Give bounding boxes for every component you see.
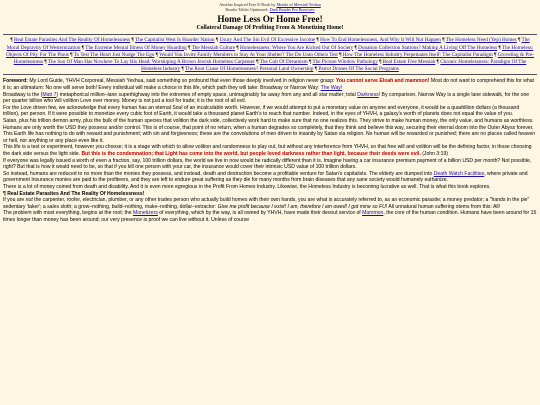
toc-link[interactable]: Would You Invite Family Members to Stay At Your Shelter? The Do Unto Others Test (159, 51, 338, 58)
pilcrow-icon: ¶ (155, 51, 160, 58)
pilcrow-icon: ¶ (256, 59, 260, 66)
toc-link[interactable]: Groveling & Pre- Homelessness (13, 51, 534, 66)
pilcrow-icon: ¶ (498, 44, 502, 51)
page-subtitle: Collateral Damage Of Profiting From & Monetizing Home! (196, 25, 344, 32)
main-text (3, 78, 537, 223)
reader-link[interactable]: Dark Reader Pro Browsers (269, 7, 315, 13)
page-title: Home Less Or Home Free! (217, 14, 323, 25)
condemnation-quote: But this is the condemnation; that Light has come into the world, but people loved darkness rather than light, because their deeds were evil. (81, 150, 421, 157)
pilcrow-icon: ¶ (70, 51, 74, 58)
matt-link[interactable]: Matt 7 (42, 91, 57, 98)
toc-link[interactable]: How To End Homelessness, And Why It Will Not Happen (320, 37, 441, 44)
toc-link[interactable]: The Root Cause Of Homelessness? Personal Land Ownership (185, 66, 314, 73)
pilcrow-icon: ¶ (44, 59, 48, 66)
death-watch-paragraph: So instead, humans are reduced to no more than the monies they possess, and instead, death and destruction become a profitable venture for Satan's capitalists. The elderly are dumped into Death Watch Facilities, where private and government Insurance monies are paid to the profiteers, and they are left to endure great suffering as they die for many months from brain diseases that any sane society would humanely euthanize. (3, 170, 528, 184)
pilcrow-icon: ¶ (10, 37, 15, 44)
toc-link[interactable]: Parrot Drones Of The Social Programs (318, 66, 399, 73)
toc-link[interactable]: The Homeless: Objects Of Pity For The Pious (5, 44, 534, 58)
author-link[interactable]: Monks of Messiah Yeshua (276, 2, 321, 7)
toc-link[interactable]: The Picture Window Pathology (312, 59, 378, 66)
toc-link[interactable]: The Son Of Man Has Nowhere To Lay His Head: Worshiping A Brown Jewish Homeless Carpenter (47, 59, 255, 66)
book-header (3, 2, 537, 12)
satan-paragraph: Satan, plus his trillion demon army, plus the bulk of the human species that volition the dark side, collectively work hard to make sure that no one realizes this. They strive to make human money, the only value, and humans as worthless. Humans are only worth the USD they possess and/or control. This is of course, that point of no return, when a human degrades so completely, that they think and believe this way, securing their eternal doom into the Outer Abyss forever. (3, 117, 534, 131)
test-paragraph: This life is a test or experiment, however you choose; it is a stage with which to allow volition and randomness to play out, but without any interference from YHVH, so that free will and volition will be the defining factor, in those choosing the dark side versus the light side. But this is the condemnation; that Light has come into the world, but people loved darkness rather than light, because their deeds were evil. (John 3:19) (3, 144, 532, 157)
toc-link[interactable]: Chronic Homelessness: Paradigm Of The Homeless Industry (141, 59, 527, 73)
pilcrow-icon: ¶ (354, 44, 359, 51)
pilcrow-icon: ¶ (81, 44, 86, 51)
toc-link[interactable]: The Capitalist West Is Hoarder Nation (135, 37, 215, 44)
toc-link[interactable]: The Extreme Mental Illness Of Money Hoarding (85, 44, 187, 51)
pilcrow-icon: ¶ (131, 37, 136, 44)
darkness-link[interactable]: Darkness (357, 91, 379, 98)
toc-link[interactable]: Donation Collection Stations? Making A Living Off The Homeless (358, 44, 498, 51)
pilcrow-icon: ¶ (215, 37, 220, 44)
the-way-link[interactable]: The Way! (320, 85, 343, 92)
broadway-paragraph: Broadway is the (Matt 7) metaphorical million–lane superhighway into the extremes of empty space, unimaginably far away from any and all star matter; total Darkness! By comparison, Narrow Way is a single lane sidewalk, for the one per quarter billion who will volition Love over money. Money is not just a tool for trade; it is the root of all evil. (3, 91, 530, 105)
toc-link[interactable]: Homelessness: Where You Are Kicked Out Of Society (240, 44, 354, 51)
toc-link[interactable]: The Messiah Culture (191, 44, 236, 51)
parasite-paragraph: If you are not the carpenter, roofer, electrician, plumber, or any other trades person who actually build homes with their own hands, you are what is accurately referred to, as an economic parasite; a money predator; a "hands in the pie" sedentary 'taker'; a sales sloth; a grow–nothing, build–nothing, make–nothing, dollar–extractor: Give me profit because I exist! I am, therefore I am owed! I got mine so FU! All unnatural human suffering stems from this: All! (3, 197, 530, 210)
pilcrow-icon: ¶ (181, 66, 186, 73)
section-heading: ¶ Real Estate Parasites And The Reality Of Homelessness! (3, 190, 145, 197)
pilcrow-icon: ¶ (308, 59, 313, 66)
pilcrow-icon: ¶ (188, 44, 192, 51)
pilcrow-icon: ¶ (316, 37, 321, 44)
toc-link[interactable]: Real Estate Parasites And The Reality Of Homelessness (14, 37, 131, 44)
toc-link[interactable]: Real Estate Free Messiah (382, 59, 436, 66)
toc-link[interactable]: The Homeless Need (Yep) Homes (445, 37, 517, 44)
divider (3, 34, 537, 35)
header-line-2: Reader Tablet Optimized: Dark Reader Pro Browsers (225, 7, 315, 13)
insurance-paragraph: If everyone was legally issued a worth of even a fraction, say, 100 trillion dollars, the world we live in now would be radically different than it is. Imagine having a car insurance premium payment of a billion USD per month? Not possible, right? But that is how it would need to be, so that if you kill one person with your car, the insurance would cover their intrinsic USD value of 100 trillion dollars. (3, 157, 532, 171)
pilcrow-icon: ¶ (494, 51, 498, 58)
monetizers-paragraph: The problem with most everything, begins at the root; the Monetizers of everything, which by the way, is all owned by YHVH, have made their devout service of Mammon, the core of the human condition. Humans have been around for 15 times longer than money has been around; our very presence is proof we can live without it. Unless of course (3, 210, 537, 223)
toc-link[interactable]: The Moral Depravity Of Westernization (6, 37, 530, 51)
profit-paragraph: There is a lot of money coined from death and disability. And it is even more egregious in the Profit From Homes Industry. Likewise, the Homeless Industry is becoming lucrative as well. That is what this book explores. (3, 183, 491, 190)
pilcrow-icon: ¶ (517, 37, 522, 44)
toc-link[interactable]: To Test The Heart Just Nudge The Ego (73, 51, 155, 58)
divider (3, 74, 537, 75)
earth-life-paragraph: This Earth life has nothing to do with reward and punishment; with sin and forgiveness; these are the convolutions of men driven to insanity by Satan via religion. No human will be rewarded or punished; there are no places called heaven or hell, nor anything or any place even like it. (3, 131, 536, 144)
profit-quote: Give me profit because I exist! I am, therefore I am owed! I got mine so FU! (217, 203, 388, 210)
pilcrow-icon: ¶ (379, 59, 383, 66)
mammon-quote: You cannot serve Eloah and mammon! (335, 78, 430, 85)
header-line-1: Another Inspired Free E-Book by Monks of Messiah Yeshua (219, 2, 321, 7)
pilcrow-icon: ¶ (314, 66, 319, 73)
monetizers-link[interactable]: Monetizers (132, 210, 158, 217)
pilcrow-icon: ¶ (442, 37, 446, 44)
death-watch-link[interactable]: Death Watch Facilities (433, 170, 485, 177)
toc-link[interactable]: Usury And The Sin Evil Of Excessive Income (219, 37, 316, 44)
pilcrow-icon: ¶ (236, 44, 241, 51)
pilcrow-icon: ¶ (339, 51, 343, 58)
pilcrow-icon: ¶ (436, 59, 441, 66)
mammon-link[interactable]: Mammon (362, 210, 384, 217)
soul-worth-paragraph: For the Love driven few, we acknowledge that every human has an eternal Soul of an incalculable worth. However, if we would attempt to put a monetary value on anyone and everyone, it would be a quadrillion dollars (a thousand trillion), per person. If it were possible to monetize every cubic foot of Earth, it would take a thousand planet Earth's to reach that number. Indeed, in the eyes of YHVH, a galaxy's worth of planets does not equal the value of you. (3, 104, 520, 118)
toc-link[interactable]: The Cult Of Dreamism (259, 59, 308, 66)
table-of-contents (3, 37, 537, 73)
toc-link[interactable]: How The Homeless Industry Perpetuates Itself: The Capitalist Paradigm (342, 51, 493, 58)
foreword-paragraph: Foreword: My Lord Guide, YHVH Corporeal, Messiah Yeshua, said something so profound that even those deeply involved in religion never grasp: You cannot serve Eloah and mammon! Most do not want to comprehend this for what it is; an ultimatum: No one will serve both! Every individual will make a choice in this life, which path they will take: Broadway or Narrow Way: The Way! (3, 78, 534, 92)
